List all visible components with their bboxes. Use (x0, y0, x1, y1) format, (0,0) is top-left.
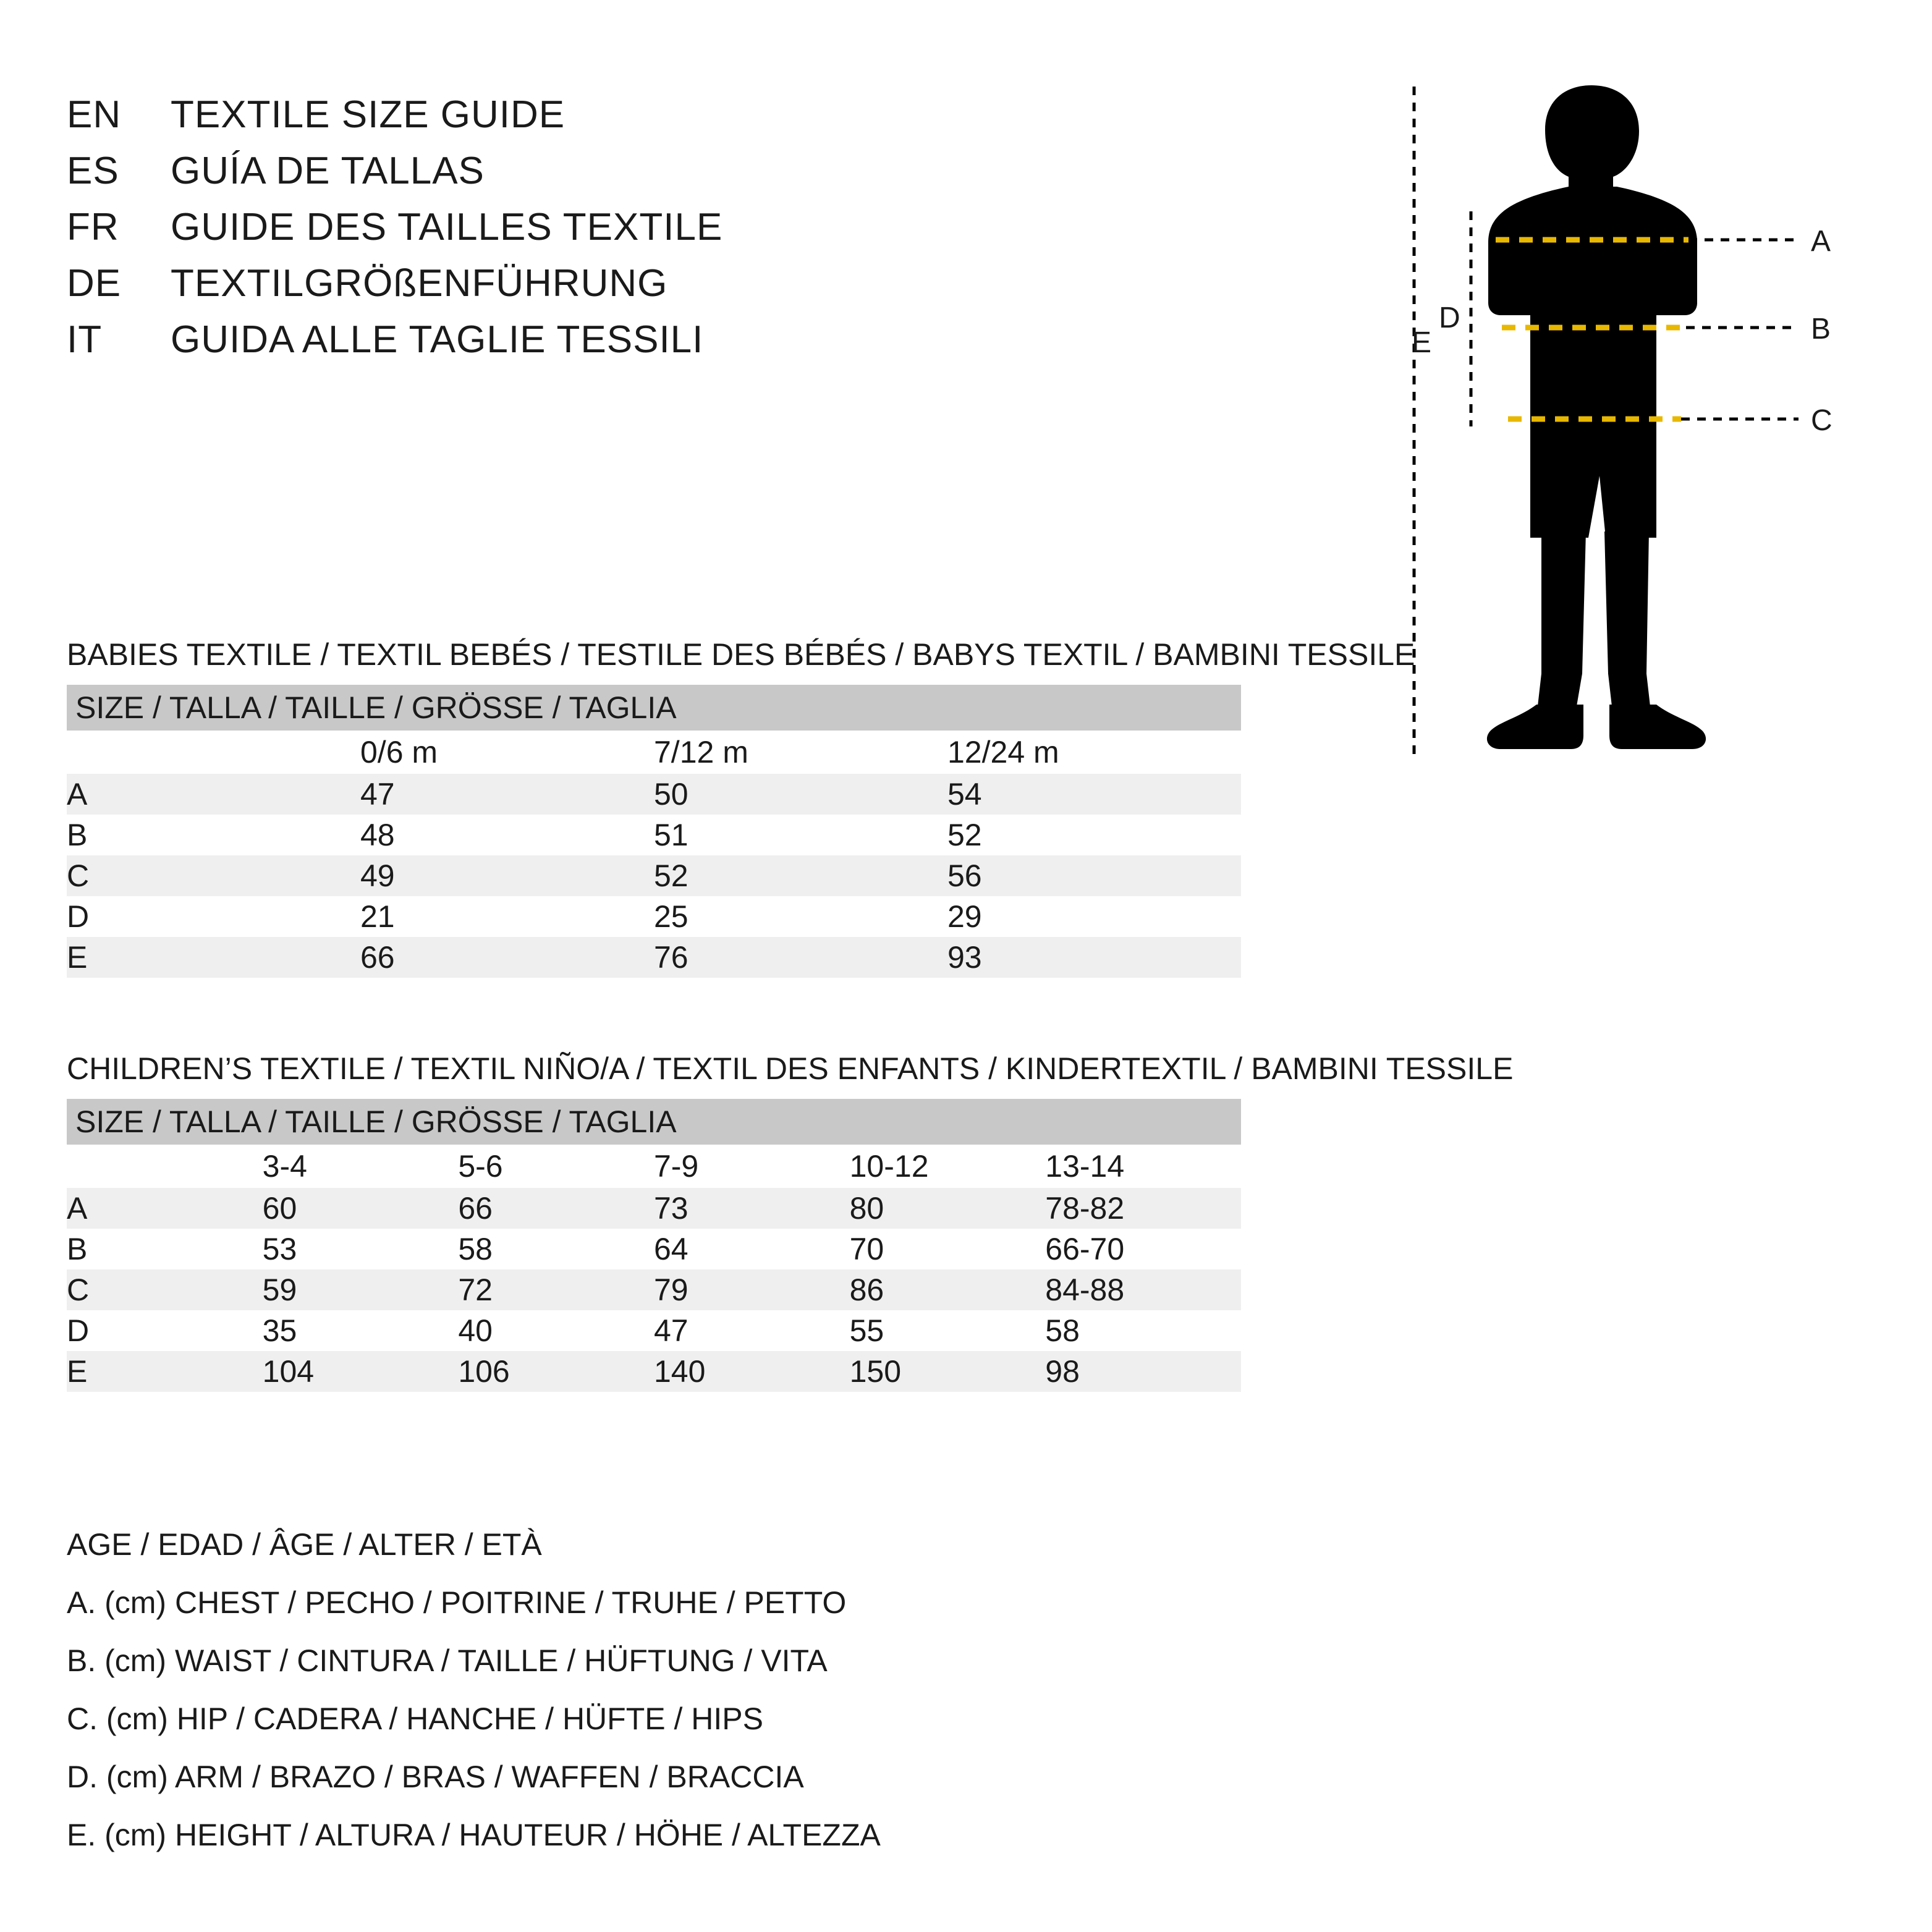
babies-d-1: 25 (654, 896, 947, 937)
children-col-4: 13-14 (1045, 1145, 1241, 1188)
babies-d-2: 29 (947, 896, 1241, 937)
children-d-0: 35 (263, 1310, 459, 1351)
children-table-header-row (67, 1099, 1241, 1145)
babies-a-0: 47 (360, 774, 654, 815)
title-lang-fr: FR (67, 206, 119, 248)
children-e-1: 106 (458, 1351, 654, 1392)
title-row-en (67, 93, 1241, 137)
children-d-1: 40 (458, 1310, 654, 1351)
table-row (67, 774, 1241, 815)
table-row (67, 1351, 1241, 1392)
table-row (67, 1310, 1241, 1351)
babies-b-0: 48 (360, 815, 654, 855)
children-b-2: 64 (654, 1229, 850, 1269)
table-row (67, 1269, 1241, 1310)
children-col-0: 3-4 (263, 1145, 459, 1188)
children-a-4: 78-82 (1045, 1188, 1241, 1229)
title-text-it: GUIDA ALLE TAGLIE TESSILI (171, 318, 704, 361)
babies-col-corner (67, 731, 360, 774)
title-row-es (67, 149, 1241, 193)
legend-waist: B. (cm) WAIST / CINTURA / TAILLE / HÜFTUNG / VITA (67, 1643, 828, 1678)
babies-size-table (67, 685, 1241, 978)
children-e-3: 150 (850, 1351, 1046, 1392)
figure-label-d: D (1439, 302, 1460, 334)
legend-height: E. (cm) HEIGHT / ALTURA / HAUTEUR / HÖHE / ALTEZZA (67, 1818, 881, 1852)
children-size-table (67, 1099, 1241, 1392)
children-b-3: 70 (850, 1229, 1046, 1269)
babies-d-0: 21 (360, 896, 654, 937)
babies-c-0: 49 (360, 855, 654, 896)
children-row-label-a: A (67, 1188, 263, 1229)
babies-e-1: 76 (654, 937, 947, 978)
babies-e-0: 66 (360, 937, 654, 978)
legend-age: AGE / EDAD / ÂGE / ALTER / ETÀ (67, 1527, 542, 1562)
table-row (67, 815, 1241, 855)
children-e-4: 98 (1045, 1351, 1241, 1392)
babies-row-label-a: A (67, 774, 360, 815)
babies-col-2: 12/24 m (947, 731, 1241, 774)
children-a-1: 66 (458, 1188, 654, 1229)
children-row-label-b: B (67, 1229, 263, 1269)
babies-row-label-b: B (67, 815, 360, 855)
babies-row-label-c: C (67, 855, 360, 896)
table-row (67, 896, 1241, 937)
babies-col-0: 0/6 m (360, 731, 654, 774)
children-section (67, 1051, 1514, 1392)
children-c-4: 84-88 (1045, 1269, 1241, 1310)
legend-chest: A. (cm) CHEST / PECHO / POITRINE / TRUHE / PETTO (67, 1585, 847, 1620)
children-e-2: 140 (654, 1351, 850, 1392)
figure-label-e: E (1412, 326, 1432, 359)
title-lang-es: ES (67, 150, 119, 192)
babies-e-2: 93 (947, 937, 1241, 978)
children-c-1: 72 (458, 1269, 654, 1310)
children-a-0: 60 (263, 1188, 459, 1229)
babies-a-1: 50 (654, 774, 947, 815)
babies-c-2: 56 (947, 855, 1241, 896)
title-text-en: TEXTILE SIZE GUIDE (171, 93, 566, 136)
children-col-2: 7-9 (654, 1145, 850, 1188)
title-block (67, 93, 1241, 374)
children-a-2: 73 (654, 1188, 850, 1229)
children-col-corner (67, 1145, 263, 1188)
children-d-3: 55 (850, 1310, 1046, 1351)
children-row-label-d: D (67, 1310, 263, 1351)
title-row-de (67, 261, 1241, 305)
babies-table-header: SIZE / TALLA / TAILLE / GRÖSSE / TAGLIA (67, 685, 1241, 731)
table-row (67, 1229, 1241, 1269)
children-b-4: 66-70 (1045, 1229, 1241, 1269)
figure-label-a: A (1811, 225, 1831, 258)
children-section-title: CHILDREN’S TEXTILE / TEXTIL NIÑO/A / TEXTIL DES ENFANTS / KINDERTEXTIL / BAMBINI TESSILE (67, 1051, 1514, 1086)
babies-c-1: 52 (654, 855, 947, 896)
figure-label-c: C (1811, 404, 1832, 437)
children-e-0: 104 (263, 1351, 459, 1392)
babies-columns-row (67, 731, 1241, 774)
title-row-fr (67, 205, 1241, 249)
children-b-0: 53 (263, 1229, 459, 1269)
children-table-header: SIZE / TALLA / TAILLE / GRÖSSE / TAGLIA (67, 1099, 1241, 1145)
children-c-3: 86 (850, 1269, 1046, 1310)
children-row-label-e: E (67, 1351, 263, 1392)
children-c-0: 59 (263, 1269, 459, 1310)
title-lang-en: EN (67, 93, 122, 136)
title-lang-it: IT (67, 318, 103, 361)
babies-b-2: 52 (947, 815, 1241, 855)
babies-b-1: 51 (654, 815, 947, 855)
table-row (67, 937, 1241, 978)
babies-row-label-e: E (67, 937, 360, 978)
title-text-es: GUÍA DE TALLAS (171, 150, 485, 192)
children-columns-row (67, 1145, 1241, 1188)
children-col-1: 5-6 (458, 1145, 654, 1188)
title-lang-de: DE (67, 262, 122, 305)
children-col-3: 10-12 (850, 1145, 1046, 1188)
title-text-fr: GUIDE DES TAILLES TEXTILE (171, 206, 723, 248)
babies-section-title: BABIES TEXTILE / TEXTIL BEBÉS / TESTILE DES BÉBÉS / BABYS TEXTIL / BAMBINI TESSILE (67, 637, 1415, 672)
babies-col-1: 7/12 m (654, 731, 947, 774)
legend-block (67, 1527, 1426, 1875)
title-row-it (67, 318, 1241, 362)
legend-arm: D. (cm) ARM / BRAZO / BRAS / WAFFEN / BRACCIA (67, 1760, 804, 1794)
table-row (67, 1188, 1241, 1229)
babies-row-label-d: D (67, 896, 360, 937)
children-d-2: 47 (654, 1310, 850, 1351)
title-text-de: TEXTILGRÖßENFÜHRUNG (171, 262, 668, 305)
figure-label-b: B (1811, 313, 1831, 345)
babies-section (67, 637, 1488, 978)
legend-hip: C. (cm) HIP / CADERA / HANCHE / HÜFTE / HIPS (67, 1701, 763, 1736)
children-c-2: 79 (654, 1269, 850, 1310)
babies-table-header-row (67, 685, 1241, 731)
children-a-3: 80 (850, 1188, 1046, 1229)
children-d-4: 58 (1045, 1310, 1241, 1351)
children-b-1: 58 (458, 1229, 654, 1269)
table-row (67, 855, 1241, 896)
children-row-label-c: C (67, 1269, 263, 1310)
babies-a-2: 54 (947, 774, 1241, 815)
